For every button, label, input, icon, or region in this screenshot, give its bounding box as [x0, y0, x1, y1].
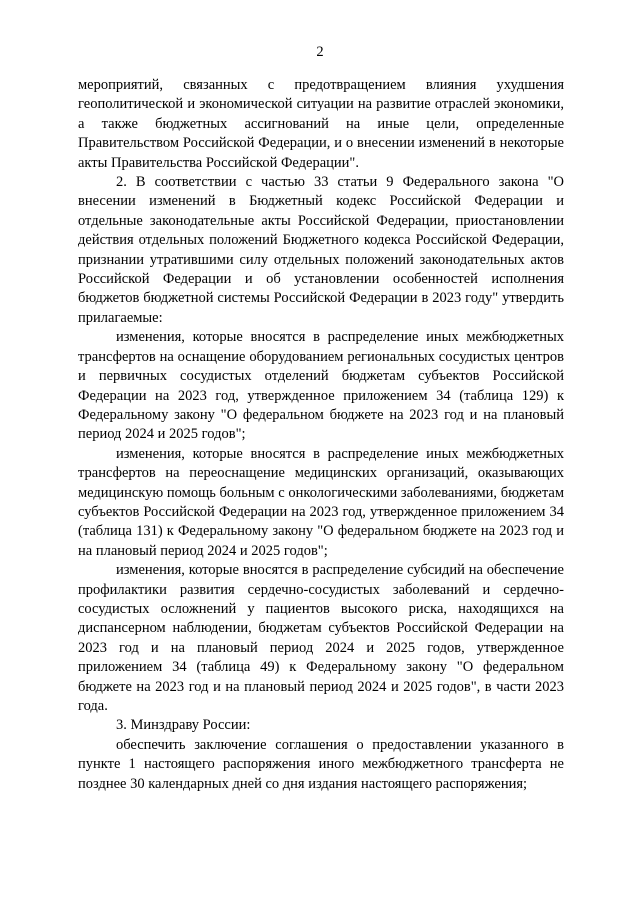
paragraph-item-2: 2. В соответствии с частью 33 статьи 9 Федерального закона "О внесении изменений в Бюджетный кодекс Российской Федерации и отдельные законодательные акты Российской Федерации, приостановлении действия отдельных положений Бюджетного кодекса Российской Федерации, признании утратившими силу отдельных положений законодательных актов Российской Федерации и об установлении особенностей исполнения бюджетов бюджетной системы Российской Федерации в 2023 году" утвердить прилагаемые:	[78, 174, 564, 326]
paragraph-amendment-cardiovascular: изменения, которые вносятся в распределение субсидий на обеспечение профилактики развития сердечно-сосудистых заболеваний и сердечно-сосудистых осложнений у пациентов высокого риска, находящихся на диспансерном наблюдении, бюджетам субъектов Российской Федерации на 2023 год и на плановый период 2024 и 2025 годов, утвержденное приложением 34 (таблица 49) к Федеральному закону "О федеральном бюджете на 2023 год и на плановый период 2024 и 2025 годов", в части 2023 года.	[78, 562, 564, 714]
paragraph-item-3-instruction: обеспечить заключение соглашения о предоставлении указанного в пункте 1 настоящего распоряжения иного межбюджетного трансферта не позднее 30 календарных дней со дня издания настоящего распоряжения;	[78, 736, 564, 792]
paragraph-amendment-oncology: изменения, которые вносятся в распределение иных межбюджетных трансфертов на переоснащение медицинских организаций, оказывающих медицинскую помощь больным с онкологическими заболеваниями, бюджетам субъектов Российской Федерации на 2023 год, утвержденное приложением 34 (таблица 131) к Федеральному закону "О федеральном бюджете на 2023 год и на плановый период 2024 и 2025 годов";	[78, 445, 564, 559]
document-body	[78, 76, 564, 794]
page-number: 2	[316, 44, 324, 60]
paragraph-item-3: 3. Минздраву России:	[116, 717, 251, 734]
paragraph-amendment-vascular-centers: изменения, которые вносятся в распределение иных межбюджетных трансфертов на оснащение оборудованием региональных сосудистых центров и первичных сосудистых отделений бюджетам субъектов Российской Федерации на 2023 год, утвержденное приложением 34 (таблица 129) к Федеральному закону "О федеральном бюджете на 2023 год и на плановый период 2024 и 2025 годов";	[78, 329, 564, 443]
paragraph-continuation: мероприятий, связанных с предотвращением влияния ухудшения геополитической и экономической ситуации на развитие отраслей экономики, а также бюджетных ассигнований на иные цели, определенные Правительством Российской Федерации, и о внесении изменений в некоторые акты Правительства Российской Федерации".	[78, 77, 564, 171]
